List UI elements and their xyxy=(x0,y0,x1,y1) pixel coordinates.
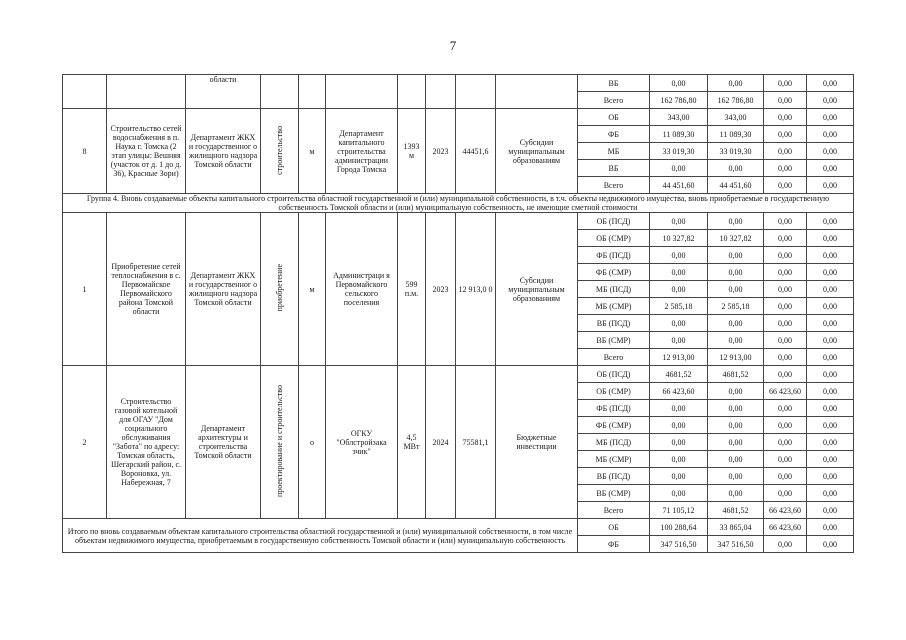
amount-cell: 343,00 xyxy=(708,109,764,126)
work-type-text: приобретение xyxy=(275,264,284,312)
source-label: Всего xyxy=(578,349,650,366)
amount-cell: 0,00 xyxy=(650,485,708,502)
amount-cell: 0,00 xyxy=(807,400,854,417)
amount-cell: 66 423,60 xyxy=(764,502,807,519)
amount-cell: 0,00 xyxy=(807,247,854,264)
amount-cell: 0,00 xyxy=(807,75,854,92)
customer: Департамент капитального строительства администрации Города Томска xyxy=(326,109,398,194)
amount-cell: 0,00 xyxy=(764,213,807,230)
amount-cell: 0,00 xyxy=(764,230,807,247)
amount-cell: 0,00 xyxy=(708,264,764,281)
cost: 44451,6 xyxy=(456,109,496,194)
source-label: Всего xyxy=(578,502,650,519)
source-label: МБ (ПСД) xyxy=(578,281,650,298)
amount-cell: 0,00 xyxy=(807,230,854,247)
object-name: Строительство газовой котельной для ОГАУ "Дом социального обслуживания "Забота" по адресу: Томская область, Шегарский район, с. Вороновка, ул. Набережная, 7 xyxy=(107,366,186,519)
amount-cell: 0,00 xyxy=(650,434,708,451)
amount-cell: 10 327,82 xyxy=(708,230,764,247)
amount-cell: 0,00 xyxy=(708,400,764,417)
amount-cell: 0,00 xyxy=(764,485,807,502)
item-number: 2 xyxy=(63,366,107,519)
department: Департамент архитектуры и строительства Томской области xyxy=(186,366,261,519)
source-label: ОБ (ПСД) xyxy=(578,366,650,383)
amount-cell: 0,00 xyxy=(764,75,807,92)
amount-cell: 347 516,50 xyxy=(708,536,764,553)
amount-cell: 0,00 xyxy=(764,451,807,468)
amount-cell: 0,00 xyxy=(764,332,807,349)
amount-cell: 66 423,60 xyxy=(764,519,807,536)
amount-cell: 0,00 xyxy=(807,502,854,519)
amount-cell: 0,00 xyxy=(650,451,708,468)
table-row xyxy=(63,213,854,230)
amount-cell: 33 019,30 xyxy=(650,143,708,160)
amount-cell: 0,00 xyxy=(764,536,807,553)
unit: м xyxy=(299,213,326,366)
amount-cell: 44 451,60 xyxy=(650,177,708,194)
source-label: МБ xyxy=(578,143,650,160)
amount-cell: 0,00 xyxy=(708,247,764,264)
amount-cell: 100 288,64 xyxy=(650,519,708,536)
amount-cell: 0,00 xyxy=(650,332,708,349)
amount-cell: 0,00 xyxy=(807,109,854,126)
amount-cell: 0,00 xyxy=(807,349,854,366)
amount-cell: 343,00 xyxy=(650,109,708,126)
amount-cell: 0,00 xyxy=(807,332,854,349)
amount-cell: 0,00 xyxy=(807,92,854,109)
year: 2023 xyxy=(426,109,456,194)
table-row xyxy=(63,109,854,126)
source-label: ОБ (СМР) xyxy=(578,383,650,400)
work-type xyxy=(261,366,299,519)
object-name: Строительство сетей водоснабжения в п. Наука г. Томска (2 этап улицы: Вешняя (участок от д. 1 до д. 36), Красные Зори) xyxy=(107,109,186,194)
cont-customer-cell xyxy=(326,75,398,109)
unit: м xyxy=(299,109,326,194)
amount-cell: 12 913,00 xyxy=(650,349,708,366)
cont-form-cell xyxy=(496,75,578,109)
amount-cell: 0,00 xyxy=(764,92,807,109)
source-label: ФБ xyxy=(578,126,650,143)
amount-cell: 0,00 xyxy=(650,160,708,177)
item-number: 1 xyxy=(63,213,107,366)
amount-cell: 0,00 xyxy=(764,400,807,417)
amount-cell: 0,00 xyxy=(807,143,854,160)
amount-cell: 0,00 xyxy=(650,400,708,417)
source-label: ОБ (СМР) xyxy=(578,230,650,247)
amount-cell: 0,00 xyxy=(807,213,854,230)
amount-cell: 0,00 xyxy=(807,468,854,485)
amount-cell: 0,00 xyxy=(807,536,854,553)
amount-cell: 0,00 xyxy=(764,468,807,485)
source-label: ВБ (СМР) xyxy=(578,332,650,349)
source-label: МБ (СМР) xyxy=(578,451,650,468)
amount-cell: 0,00 xyxy=(708,160,764,177)
amount-cell: 0,00 xyxy=(650,247,708,264)
cost: 12 913,0 0 xyxy=(456,213,496,366)
amount-cell: 0,00 xyxy=(650,213,708,230)
source-label: ВБ xyxy=(578,160,650,177)
amount-cell: 12 913,00 xyxy=(708,349,764,366)
source-label: ОБ xyxy=(578,519,650,536)
year: 2023 xyxy=(426,213,456,366)
amount-cell: 0,00 xyxy=(708,434,764,451)
amount-cell: 0,00 xyxy=(764,143,807,160)
amount-cell: 33 019,30 xyxy=(708,143,764,160)
cont-type-cell xyxy=(261,75,299,109)
source-label: ФБ (СМР) xyxy=(578,417,650,434)
amount-cell: 4681,52 xyxy=(708,366,764,383)
amount-cell: 0,00 xyxy=(708,315,764,332)
amount-cell: 0,00 xyxy=(708,281,764,298)
amount-cell: 0,00 xyxy=(650,281,708,298)
amount-cell: 0,00 xyxy=(807,315,854,332)
amount-cell: 11 089,30 xyxy=(708,126,764,143)
amount-cell: 2 585,18 xyxy=(708,298,764,315)
amount-cell: 0,00 xyxy=(708,75,764,92)
table-row xyxy=(63,519,854,536)
amount-cell: 0,00 xyxy=(764,349,807,366)
amount-cell: 0,00 xyxy=(708,383,764,400)
source-label: МБ (ПСД) xyxy=(578,434,650,451)
amount-cell: 0,00 xyxy=(650,417,708,434)
investment-table xyxy=(62,74,854,553)
work-type xyxy=(261,213,299,366)
amount-cell: 0,00 xyxy=(807,434,854,451)
amount-cell: 0,00 xyxy=(708,213,764,230)
amount-cell: 0,00 xyxy=(650,315,708,332)
amount-cell: 4681,52 xyxy=(650,366,708,383)
work-type-text: проектирование и строительство xyxy=(275,385,284,497)
amount-cell: 0,00 xyxy=(764,247,807,264)
amount-cell: 0,00 xyxy=(764,315,807,332)
capacity: 599 п.м. xyxy=(398,213,426,366)
source-label: ФБ (ПСД) xyxy=(578,400,650,417)
amount-cell: 0,00 xyxy=(764,109,807,126)
amount-cell: 0,00 xyxy=(807,298,854,315)
source-label: ОБ xyxy=(578,109,650,126)
amount-cell: 0,00 xyxy=(764,160,807,177)
amount-cell: 2 585,18 xyxy=(650,298,708,315)
amount-cell: 0,00 xyxy=(764,417,807,434)
amount-cell: 0,00 xyxy=(764,177,807,194)
cost: 75581,1 xyxy=(456,366,496,519)
cont-year-cell xyxy=(426,75,456,109)
capacity: 4,5 МВт xyxy=(398,366,426,519)
group-header-row xyxy=(63,194,854,213)
amount-cell: 162 786,80 xyxy=(650,92,708,109)
amount-cell: 0,00 xyxy=(764,281,807,298)
amount-cell: 0,00 xyxy=(764,434,807,451)
source-label: ОБ (ПСД) xyxy=(578,213,650,230)
amount-cell: 4681,52 xyxy=(708,502,764,519)
amount-cell: 11 089,30 xyxy=(650,126,708,143)
year: 2024 xyxy=(426,366,456,519)
source-label: ВБ (ПСД) xyxy=(578,315,650,332)
customer: ОГКУ "Облстройзака зчик" xyxy=(326,366,398,519)
source-label: ФБ (ПСД) xyxy=(578,247,650,264)
amount-cell: 0,00 xyxy=(807,383,854,400)
amount-cell: 10 327,82 xyxy=(650,230,708,247)
amount-cell: 71 105,12 xyxy=(650,502,708,519)
customer: Администраци я Первомайского сельского поселения xyxy=(326,213,398,366)
amount-cell: 0,00 xyxy=(764,264,807,281)
source-label: МБ (СМР) xyxy=(578,298,650,315)
amount-cell: 33 865,04 xyxy=(708,519,764,536)
department: Департамент ЖКХ и государственног о жилищного надзора Томской области xyxy=(186,213,261,366)
amount-cell: 0,00 xyxy=(807,366,854,383)
amount-cell: 0,00 xyxy=(807,177,854,194)
capacity: 1393 м xyxy=(398,109,426,194)
group-4-title: Группа 4. Вновь создаваемые объекты капитального строительства областной государственной и (или) муниципальной собственности, в т.ч. объекты недвижимого имущества, вновь приобретаемые в государственную собственность Томской области и (или) муниципальную собственность, не имеющие сметной стоимости xyxy=(63,194,854,213)
amount-cell: 0,00 xyxy=(807,126,854,143)
amount-cell: 0,00 xyxy=(807,160,854,177)
source-label: ФБ xyxy=(578,536,650,553)
source-label: Всего xyxy=(578,92,650,109)
table-row xyxy=(63,366,854,383)
funding-form: Субсидии муниципальным образованиям xyxy=(496,109,578,194)
amount-cell: 0,00 xyxy=(708,451,764,468)
amount-cell: 66 423,60 xyxy=(764,383,807,400)
source-label: ВБ xyxy=(578,75,650,92)
source-label: ВБ (СМР) xyxy=(578,485,650,502)
amount-cell: 0,00 xyxy=(708,332,764,349)
amount-cell: 0,00 xyxy=(807,519,854,536)
department: Департамент ЖКХ и государственног о жилищного надзора Томской области xyxy=(186,109,261,194)
cont-name-cell xyxy=(107,75,186,109)
source-label: Всего xyxy=(578,177,650,194)
amount-cell: 0,00 xyxy=(807,264,854,281)
work-type xyxy=(261,109,299,194)
cont-capacity-cell xyxy=(398,75,426,109)
amount-cell: 347 516,50 xyxy=(650,536,708,553)
cont-dept-cell: области xyxy=(186,75,261,109)
cont-num-cell xyxy=(63,75,107,109)
funding-form: Субсидии муниципальным образованиям xyxy=(496,213,578,366)
amount-cell: 0,00 xyxy=(650,75,708,92)
source-label: ФБ (СМР) xyxy=(578,264,650,281)
table-row xyxy=(63,75,854,92)
amount-cell: 0,00 xyxy=(650,264,708,281)
unit: о xyxy=(299,366,326,519)
amount-cell: 0,00 xyxy=(650,468,708,485)
amount-cell: 66 423,60 xyxy=(650,383,708,400)
page-number: 7 xyxy=(449,38,457,53)
amount-cell: 0,00 xyxy=(764,298,807,315)
amount-cell: 0,00 xyxy=(708,468,764,485)
work-type-text: строительство xyxy=(275,125,284,175)
amount-cell: 0,00 xyxy=(807,485,854,502)
item-number: 8 xyxy=(63,109,107,194)
amount-cell: 0,00 xyxy=(807,417,854,434)
amount-cell: 0,00 xyxy=(807,281,854,298)
cont-unit-cell xyxy=(299,75,326,109)
amount-cell: 162 786,80 xyxy=(708,92,764,109)
amount-cell: 0,00 xyxy=(708,417,764,434)
object-name: Приобретение сетей теплоснабжения в с. Первомайское Первомайского района Томской области xyxy=(107,213,186,366)
source-label: ВБ (ПСД) xyxy=(578,468,650,485)
amount-cell: 44 451,60 xyxy=(708,177,764,194)
amount-cell: 0,00 xyxy=(764,126,807,143)
amount-cell: 0,00 xyxy=(708,485,764,502)
cont-cost-cell xyxy=(456,75,496,109)
total-label: Итого по вновь создаваемым объектам капитального строительства областной государственной и (или) муниципальной собственности, в том числе объектам недвижимого имущества, приобретаемым в государственную собственность Томской области и (или) муниципальную собственность xyxy=(63,519,578,553)
amount-cell: 0,00 xyxy=(807,451,854,468)
funding-form: Бюджетные инвестиции xyxy=(496,366,578,519)
amount-cell: 0,00 xyxy=(764,366,807,383)
